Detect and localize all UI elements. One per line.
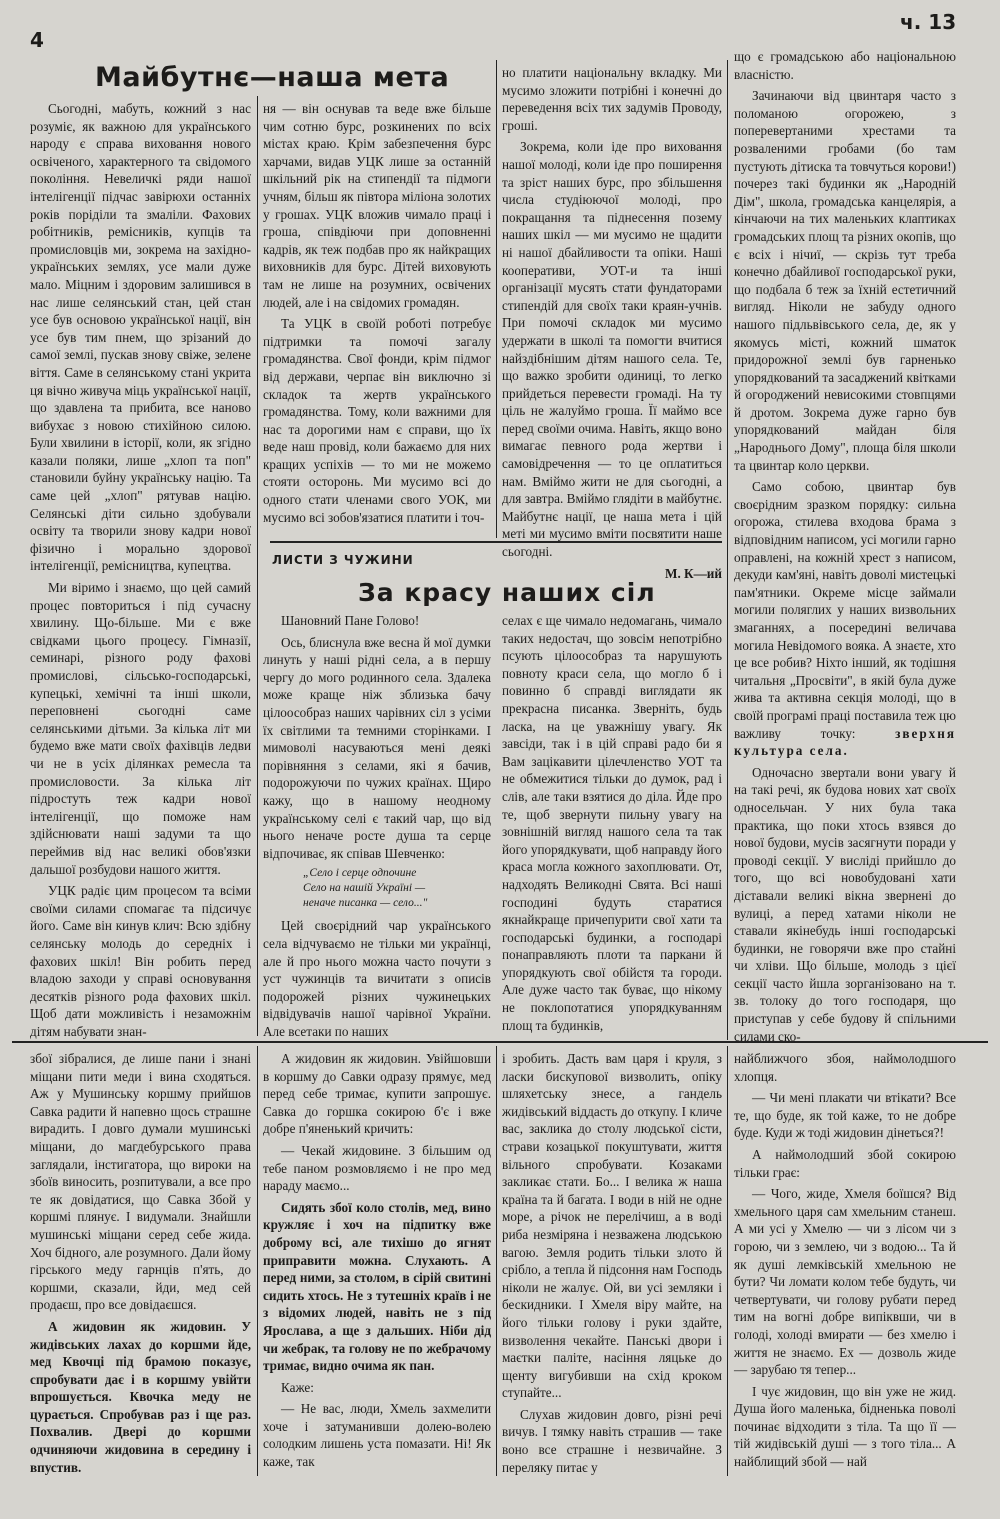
paragraph: ня — він оснував та веде вже більше чим сотню бурс, розкинених по всіх містах краю. Крім забезпечення бурс харчами, видав УЦК лише за останній шкільний рік на стипендії та підмоги учням, більш як півтора міліона золотих у грошах. УЦК вложив чимало праці і гроша, співдіючи при доповненні кадрів, як теж подбав про як найкращих виховників для бурс. Дітей виховують там не лише на розумних, освічених людей, але і на свідомих громадян. xyxy=(263,101,491,310)
paragraph: — Не вас, люди, Хмель захмелити хоче і затуманивши долею-волею солодким лишень уста помазати. Ні! Як каже, так xyxy=(263,1401,491,1470)
paragraph: Ось, блиснула вже весна й мої думки линуть у наші рідні села, а в першу чергу до мого родинного села. Здалека може краще ніж зблизька бачу цілоособраз наших чарівних сіл з усіми їх світлими та темними сторінками. І мимоволі насуваються мені деякі порівняння з селами, які я бачив, подорожуючи по чужих країнах. Щиро кажу, що в нашому неодному українському селі є такий чар, що від нього неначе росте душа та серце відпочиває, як співав Шевченко: xyxy=(263,634,491,861)
paragraph: Сидять збої коло столів, мед, вино кружляє і хоч на підпитку вже доброму всі, але тихішо до ягнят приправити можна. Слухають. А перед ними, за столом, в сірій свитині сидить хтось. Не з тутешніх країв і не з відомих людей, навіть не з під Ярослава, а ще з дальших. Ніби дід чи жебрак, та голову не по жебрачому тримає, видно очима як пан. xyxy=(263,1199,491,1374)
column-rule xyxy=(496,60,497,538)
article-headline: Майбутнє—наша мета xyxy=(95,62,450,93)
column-rule xyxy=(496,1046,497,1476)
letter-greeting: Шановний Пане Голово! xyxy=(281,613,420,628)
paragraph: Та УЦК в своїй роботі потребує підтримки та помочі загалу громадянства. Свої фонди, крім підмог від держави, черпає він виключно зі складок та жертв українського громадянства. Тому, коли важними для нас та дорогими нам є справи, що їх веде наш провід, коли бажаємо для них кращих успіхів — то ми не можемо стояти осторонь. Ми мусимо всі до одного стати членами свого УОК, ми мусимо всі зобов'язатися платити і точ- xyxy=(263,316,491,525)
story-column-4 xyxy=(734,1050,956,1480)
paragraph: но платити національну вкладку. Ми мусимо зложити потрібні і конечні до переведення всіх тих задумів Проводу, гроші. xyxy=(502,65,722,133)
paragraph xyxy=(734,478,956,760)
paragraph: Сьогодні, мабуть, кожний з нас розуміє, як важною для українського народу є справа виховання нового освіченого, характерного та свідомого покоління. Невеличкі ряди нашої інтелігенції підчас завірюхи останніх років поріділи та змаліли. Фахових робітників, ремісників, купців та промисловців ми, зокрема на західно-українських землях, усе мали дуже мало. Міцним і здоровим залишився в нас лише селянський стан, цей стан усе був основою української нації, він усе був тим пнем, що зрізаний до самої землі, пускав знову свіже, зелене віття. Саме в селянському стані укрита ця вічно живуча міць української нації, що здавлена та прибита, все наново вибухає з новою стихійною силою. Були хвилини в історії, коли, як згідно казали поляки, лише „хлоп та поп" становили буйну українську націю. Та саме цей „хлоп" рятував націю. Селянські діти сильно здобували освіту та творили знову кадри нової фізично і морально здорової інтелігенції, ремісництва, купецтва. xyxy=(30,101,251,574)
column-rule xyxy=(257,96,258,1036)
poem-line: „Село і серце одпочине xyxy=(303,867,417,880)
column-rule xyxy=(727,1046,728,1476)
paragraph: Зокрема, коли іде про виховання нашої молоді, коли іде про поширення та зріст наших бурс, про збільшення числа студіюючої молоді, про покращання та піднесення позему наших шкіл — ми мусимо не щадити ні нашої дбайливости та опіки. Наші кооперативи, УОТ-и та інші організації мусять стати фундаторами стипендій для своїх таки краян-учнів. При помочі складок ми мусимо удержати в школі та помогти вчитися найздібнішим дітям нашого села. Те, що важко зробити одиниці, то легко прийдеться перевести громаді. На ту ціль не жалуймо гроша. Її маймо все перед своїми очима. Навіть, якщо воно вимагає певного рода жертви і самовідречення — то це оплатиться нам. Вміймо жити не для сьогодні, а для завтра. Вміймо глядіти в майбутнє. Майбутнє нації, це наша мета і цій меті ми мусимо вміти посвятити наше сьогодні. xyxy=(502,139,722,560)
paragraph: Одночасно звертали вони увагу й на такі речі, як будова нових хат своїх односельчан. У них була така практика, що поки хтось взявся до нової будови, мусів засягнути поради у проводі секції. У висліді прийшло до того, що всі новобудовані хати діставали великі вікна звернені до вулиці, а перед хатами ніколи не ставали якінебудь інші господарські будинки, не говорячи вже про стайні чи хліви. Що більше, молодь з цієї секції часто йшла зорганізовано на т. зв. толоку до того господаря, що приступав у себе будову й спільними силами ско- xyxy=(734,764,956,1044)
paragraph: селах є ще чимало недомагань, чимало таких недостач, що зовсім непотрібно псують цілоособраз та нарушують повноту краси села, що могло б і повинно б справді виглядати як прекрасна писанка. Зверніть, будь ласка, на це уважнішу увагу. Як завсіди, так і в цій справі радо би я Вам зацікавити цілечленство УОТ та не обмежитися тільки до думок, рад і слів, але таки взятися до діла. Йде про те, щоб звернути пильну увагу на зовнішній вигляд нашого села та так його упорядкувати, щоб направду його краса могла кожного захоплювати. От, надходять Великодні Свята. Всі наші господині будуть старатися якнайкраще причепурити свої хати та господарські будинки, а господарі понаправляють плоти та паркани й упорядкують свої обійстя та городи. Але дуже часто так буває, що нікому не поклопотатися упорядкуванням площ та будинків, xyxy=(502,613,722,1033)
poem-line: Село на нашій Україні — xyxy=(303,882,426,895)
paragraph: І чує жидовин, що він уже не жид. Душа його маленька, бідненька поволі починає відходити з тіла. Та що її — тій жидівській душі — з того тіла... А найблищий збой — най xyxy=(734,1383,956,1470)
paragraph: А жидовин як жидовин. Увійшовши в коршму до Савки одразу прямує, мед перед себе тримає, купити запрошує. Савка до горшка сокирою б'є і вже добре п'яненький кричить: xyxy=(263,1051,491,1137)
poem-line: неначе писанка — село..." xyxy=(303,897,428,910)
article-signature: М. К—ий xyxy=(665,565,722,581)
page-number-right: ч. 13 xyxy=(900,10,957,34)
paragraph: Цей своєрідний чар українського села відчуваємо не тільки ми українці, але й про нього можна часто почути з уст чужинців та вичитати з описів подорожей різних чужинецьких відвідувачів нашої чарівної України. Але всетаки по наших xyxy=(263,918,491,1039)
letter-column-b xyxy=(502,612,722,1032)
paragraph: УЦК радіє цим процесом та всіми своїми силами спомагає та підсичує його. Саме він кинув клич: Всю здібну селянську молодь до середніх і фахових шкіл! Він робить перед владою заходи у справі основування десятків різного рода фахових шкіл. Щоб дати можливість і незаможнім дітям набувати знан- xyxy=(30,883,251,1039)
paragraph: і зробить. Дасть вам царя і круля, з ласки бискупової визволить, опіку шляхетську знесе, а гандель жидівський віддасть до откупу. І кличе вас, заклика до столу людської сісти, страви козацької покуштувати, життя вільного спробувати. Козаками закликає стати. Бо... І велика ж наша країна та й багата. І води в ній не одне море, а річок не перелічиш, а в воді риба незміряна і незважена людською вагою. Земля родить тільки злото й срібло, а тепла й підсоння нам Господь ніколи не жалує. Ой, ви усі земляки і бескидники. І Хмеля віру майте, на його тільки голову і руки здайте, визволення чекайте. Панські двори і маєтки паліте, насіння ляцьке до щенту вигубивши на схід кроком ступайте... xyxy=(502,1051,722,1401)
letter-column-a xyxy=(263,612,491,1039)
paragraph: найближчого збоя, наймолодшого хлопця. xyxy=(734,1051,956,1084)
emphasized-phrase: зверхня культура села. xyxy=(734,725,956,759)
article-column-2 xyxy=(263,100,491,532)
paragraph: Ми віримо і знаємо, що цей самий процес повториться і під сучасну хвилину. Що-більше. Ми є вже свідками цього процесу. Гімназії, семинарі, різного роду фахові промислові, сільсько-господарські, купецькі, хемічні та інші школи, переповнені сьогодні саме селянськими дітьми. За кілька літ ми будемо вже мати своїх фахівців ледви чи не в усіх ділянках ремесла та промисловости. За кілька літ підростуть теж кадри нової інтелігенції, що поможе нам здійснювати наші задуми та що переймив від нас великі обов'язки дальшої розбудови нашого життя. xyxy=(30,580,251,877)
paragraph: збої зібралися, де лише пани і знані міщани пити меди і вина сходяться. Аж у Мушинську коршму прийшов Савка радити й напевно щось страшне вирадить. І довго думали мушинські міщани, до магдебурського права заглядали, інстигатора, що вироки на збоїв виносить, розпитували, а все про те як довідатися, що Савка Збой у коршмі плянує. І видумали. Знайшли мушинські міщани серед себе жида. Хоч бідного, але розумного. Дали йому гірського меду гарнців п'ять, до коршми, сказали, йди, мед сей продаєш, про все довідаєшся. xyxy=(30,1051,251,1313)
story-column-2 xyxy=(263,1050,491,1480)
paragraph: — Чи мені плакати чи втікати? Все те, що буде, як той каже, то не добре буде. Куди ж тоді жидовин дінеться?! xyxy=(734,1090,956,1141)
paragraph: — Чекай жидовине. З більшим од тебе паном розмовляємо і не про мед нараду маємо... xyxy=(263,1142,491,1194)
column-rule xyxy=(257,1046,258,1476)
letter-continuation-column xyxy=(734,48,956,1044)
letter-title: За красу наших сіл xyxy=(358,578,656,607)
article-column-3 xyxy=(502,64,722,581)
paragraph: що є громадською або національною власністю. xyxy=(734,49,956,82)
paragraph-text: Само собою, цвинтар був своєрідним зразком порядку: сильна огорожа, стилева входова брама з відповідним написом, усі могили гарно оправлені, на кожній хрест з написом, декуди кам'яні, навіть доволі мистецькі пам'ятники. Окреме місце займали могили поляглих у наших визвольних змаганнях, а посередині величава могила Невідомого вояка. А знаєте, хто це все робив? Ніхто інший, як тодішня читальня „Просвіти", в якій була дуже жива та активна секція молоді, що в своїй програмі праці поставила теж цю важливу точку: xyxy=(734,479,956,741)
paragraph: А наймолодший збой сокирою тільки грає: xyxy=(734,1146,956,1180)
page-number-left: 4 xyxy=(30,28,44,52)
poem-quote xyxy=(303,866,491,911)
story-column-1 xyxy=(30,1050,251,1480)
paragraph: — Чого, жиде, Хмеля боїшся? Від хмельного царя сам хмельним станеш. А ми усі у Хмелю — чи з лісом чи з горою, чи з землею, чи з водою... Та й як душі лемківській хмельною не бути? Чи ломати колом тебе будуть, чи четвертувати, чи голову рубати перед тим на вогні добре випіквши, чи в голоді, холоді вмирати — без хмелю і життя не знаємо. Ех — дозволь жиде — зарубаю тя тепер... xyxy=(734,1186,956,1378)
article-column-1 xyxy=(30,100,251,1039)
story-column-3 xyxy=(502,1050,722,1480)
paragraph: Каже: xyxy=(281,1379,314,1395)
column-rule xyxy=(727,60,728,1040)
paragraph: Слухав жидовин довго, різні речі вичув. І тямку навіть страшив — таке воно все страшне і незвичайне. З переляку питає у xyxy=(502,1406,722,1475)
section-rubric: ЛИСТИ З ЧУЖИНИ xyxy=(272,553,414,567)
paragraph: А жидовин як жидовин. У жидівських лахах до коршми йде, мед Квочці під брамою показує, спробувати дає і в коршму увійти впрошується. Квочка меду не цурається. Спробував раз і ще раз. Похвалив. Двері до коршми одчиняючи жидовина в середину і впустив. xyxy=(30,1318,251,1475)
paragraph: Зачинаючи від цвинтаря часто з поломаною огорожею, з поперевертаними хрестами та розваленими гробами (бо там пустують дітиска та товчуться корови!) почерез такі будинки як „Народній Дім", школа, громадська канцелярія, а кінчаючи на тих маленьких клаптиках громадських площ та різних окопів, що є всіх і нічиї, — скрізь тут треба конечно дбайливої господарської руки, що подбала б теж за їхній естетичний вигляд. Ніколи не забуду одного нашого підльвівського села, де, як у якомусь місті, кожний шматок придорожної землі був гарненько упорядкований та засаджений квітками й огороджений невисокими стовпцями й дротом. Зокрема дуже гарно був упорядкований майдан біля „Народнього Дому", площа біля школи та цвинтар коло церкви. xyxy=(734,88,956,473)
